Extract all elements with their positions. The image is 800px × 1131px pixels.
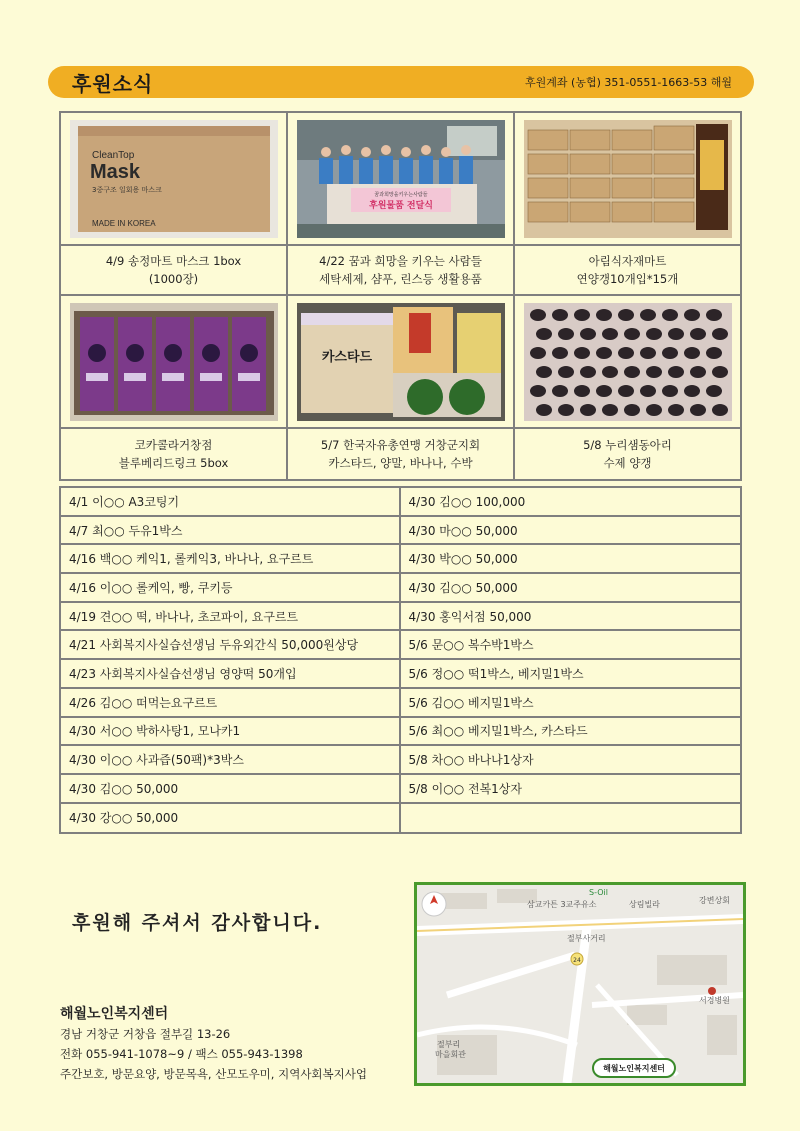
donation-entry-right: 5/8 차○○ 바나나1상자	[408, 753, 534, 768]
photo-blueberry-drinks	[61, 296, 288, 429]
section-title: 후원소식	[72, 71, 154, 96]
donation-entry-right: 5/8 이○○ 전복1상자	[408, 781, 522, 796]
table-row	[61, 746, 740, 775]
mask-sub: 3중구조 일회용 마스크	[91, 185, 162, 194]
mask-origin: MADE IN KOREA	[91, 218, 156, 228]
caption-yanggaeng	[515, 246, 740, 296]
donation-entry-right: 4/30 김○○ 100,000	[408, 494, 526, 509]
caption-group	[288, 246, 515, 296]
location-map[interactable]	[414, 882, 746, 1086]
donation-entry-left: 4/1 이○○ A3코팅기	[61, 488, 401, 515]
donation-entry-left: 4/21 사회복지사실습선생님 두유외간식 50,000원상당	[61, 631, 401, 658]
caption-line: 5/7 한국자유총연맹 거창군지회	[320, 438, 481, 452]
donation-entry-left: 4/30 강○○ 50,000	[61, 804, 401, 833]
donation-entry-right: 4/30 마○○ 50,000	[408, 523, 518, 538]
caption-mask	[61, 246, 288, 296]
table-row	[61, 488, 740, 517]
banner-big: 후원물품 전달식	[368, 200, 433, 211]
donation-entry-left: 4/16 이○○ 롤케익, 빵, 쿠키등	[61, 574, 401, 601]
donation-account: 후원계좌 (농협) 351-0551-1663-53 해월	[525, 76, 732, 89]
map-label-hospital: 서경병원	[699, 996, 730, 1005]
caption-line: 카스타드, 양말, 바나나, 수박	[328, 456, 473, 470]
photo-handmade-yanggaeng	[515, 296, 740, 429]
map-label-station: 삼교카튼 3교주유소	[527, 900, 597, 909]
map-label-intersection: 절부사거리	[567, 934, 606, 943]
table-row	[61, 689, 740, 718]
donation-entry-left: 4/19 견○○ 떡, 바나나, 초코파이, 요구르트	[61, 603, 401, 630]
table-row	[61, 804, 740, 833]
photo-mask-box	[61, 113, 288, 246]
table-row	[61, 545, 740, 574]
table-row	[61, 517, 740, 546]
donation-entry-left: 4/30 서○○ 박하사탕1, 모나카1	[61, 718, 401, 745]
donation-entry-right: 4/30 김○○ 50,000	[408, 580, 518, 595]
donation-entry-left: 4/7 최○○ 두유1박스	[61, 517, 401, 544]
donation-entry-right: 5/6 문○○ 복수박1박스	[408, 638, 534, 653]
mask-title: Mask	[89, 160, 140, 183]
caption-handmade	[515, 429, 740, 479]
caption-line: 세탁세제, 샴푸, 린스등 생활용품	[319, 272, 482, 286]
table-row	[61, 603, 740, 632]
org-name: 해월노인복지센터	[60, 1006, 169, 1022]
table-row	[61, 574, 740, 603]
table-row	[61, 631, 740, 660]
caption-line: 수제 양갱	[603, 456, 652, 470]
table-row	[61, 775, 740, 804]
header-bar	[48, 66, 754, 98]
road-number: 24	[573, 957, 581, 964]
caption-line: 4/22 꿈과 희망을 키우는 사람들	[319, 254, 482, 268]
map-label-villa: 상림빌라	[629, 900, 660, 909]
caption-line: 블루베리드링크 5box	[118, 456, 229, 470]
caption-line: 4/9 송정마트 마스크 1box	[105, 254, 242, 268]
org-address: 경남 거창군 거창읍 절부길 13-26	[60, 1027, 231, 1041]
donation-entry-left: 4/23 사회복지사실습선생님 영양떡 50개입	[61, 660, 401, 687]
org-phone: 전화 055-941-1078~9 / 팩스 055-943-1398	[60, 1047, 303, 1061]
donation-entry-right: 5/6 최○○ 베지밀1박스, 카스타드	[408, 724, 588, 739]
hospital-icon	[708, 987, 716, 995]
caption-blueberry	[61, 429, 288, 479]
caption-line: 코카콜라거창점	[134, 438, 213, 452]
donation-entry-left: 4/26 김○○ 떠먹는요구르트	[61, 689, 401, 716]
donation-entry-right	[401, 804, 741, 833]
map-label-center: 해월노인복지센터	[603, 1064, 665, 1073]
donation-entry-left: 4/16 백○○ 케익1, 롤케익3, 바나나, 요구르트	[61, 545, 401, 572]
map-label-soil: S-Oil	[589, 888, 608, 897]
caption-line: 연양갱10개입*15개	[576, 272, 679, 286]
caption-line: 5/8 누리샘동아리	[583, 438, 672, 452]
caption-line: 아림식자재마트	[588, 254, 667, 268]
photo-group-delivery	[288, 113, 515, 246]
castard-box-text: 카스타드	[321, 349, 372, 365]
mask-brand: CleanTop	[91, 149, 134, 161]
donation-entry-right: 5/6 김○○ 베지밀1박스	[408, 695, 534, 710]
donation-list-table	[59, 486, 742, 834]
map-label-hall-1: 절부리	[437, 1040, 461, 1049]
table-row	[61, 718, 740, 747]
photo-yanggaeng-boxes	[515, 113, 740, 246]
donation-photo-grid	[59, 111, 742, 481]
caption-castard	[288, 429, 515, 479]
donation-entry-right: 4/30 홍익서점 50,000	[408, 609, 532, 624]
donation-entry-right: 4/30 박○○ 50,000	[408, 552, 518, 567]
caption-line: (1000장)	[148, 272, 199, 286]
map-label-kangbyeon: 강변상회	[699, 896, 730, 905]
banner-small: 꿈과희망을키우는사람들	[373, 191, 428, 198]
thanks-message: 후원해 주셔서 감사합니다.	[72, 912, 323, 934]
donation-entry-left: 4/30 김○○ 50,000	[61, 775, 401, 802]
map-label-hall-2: 마을회관	[435, 1050, 466, 1059]
donation-entry-left: 4/30 이○○ 사과즙(50팩)*3박스	[61, 746, 401, 773]
photo-castard-watermelon	[288, 296, 515, 429]
org-services: 주간보호, 방문요양, 방문목욕, 산모도우미, 지역사회복지사업	[60, 1067, 367, 1081]
donation-entry-right: 5/6 정○○ 떡1박스, 베지밀1박스	[408, 666, 584, 681]
table-row	[61, 660, 740, 689]
